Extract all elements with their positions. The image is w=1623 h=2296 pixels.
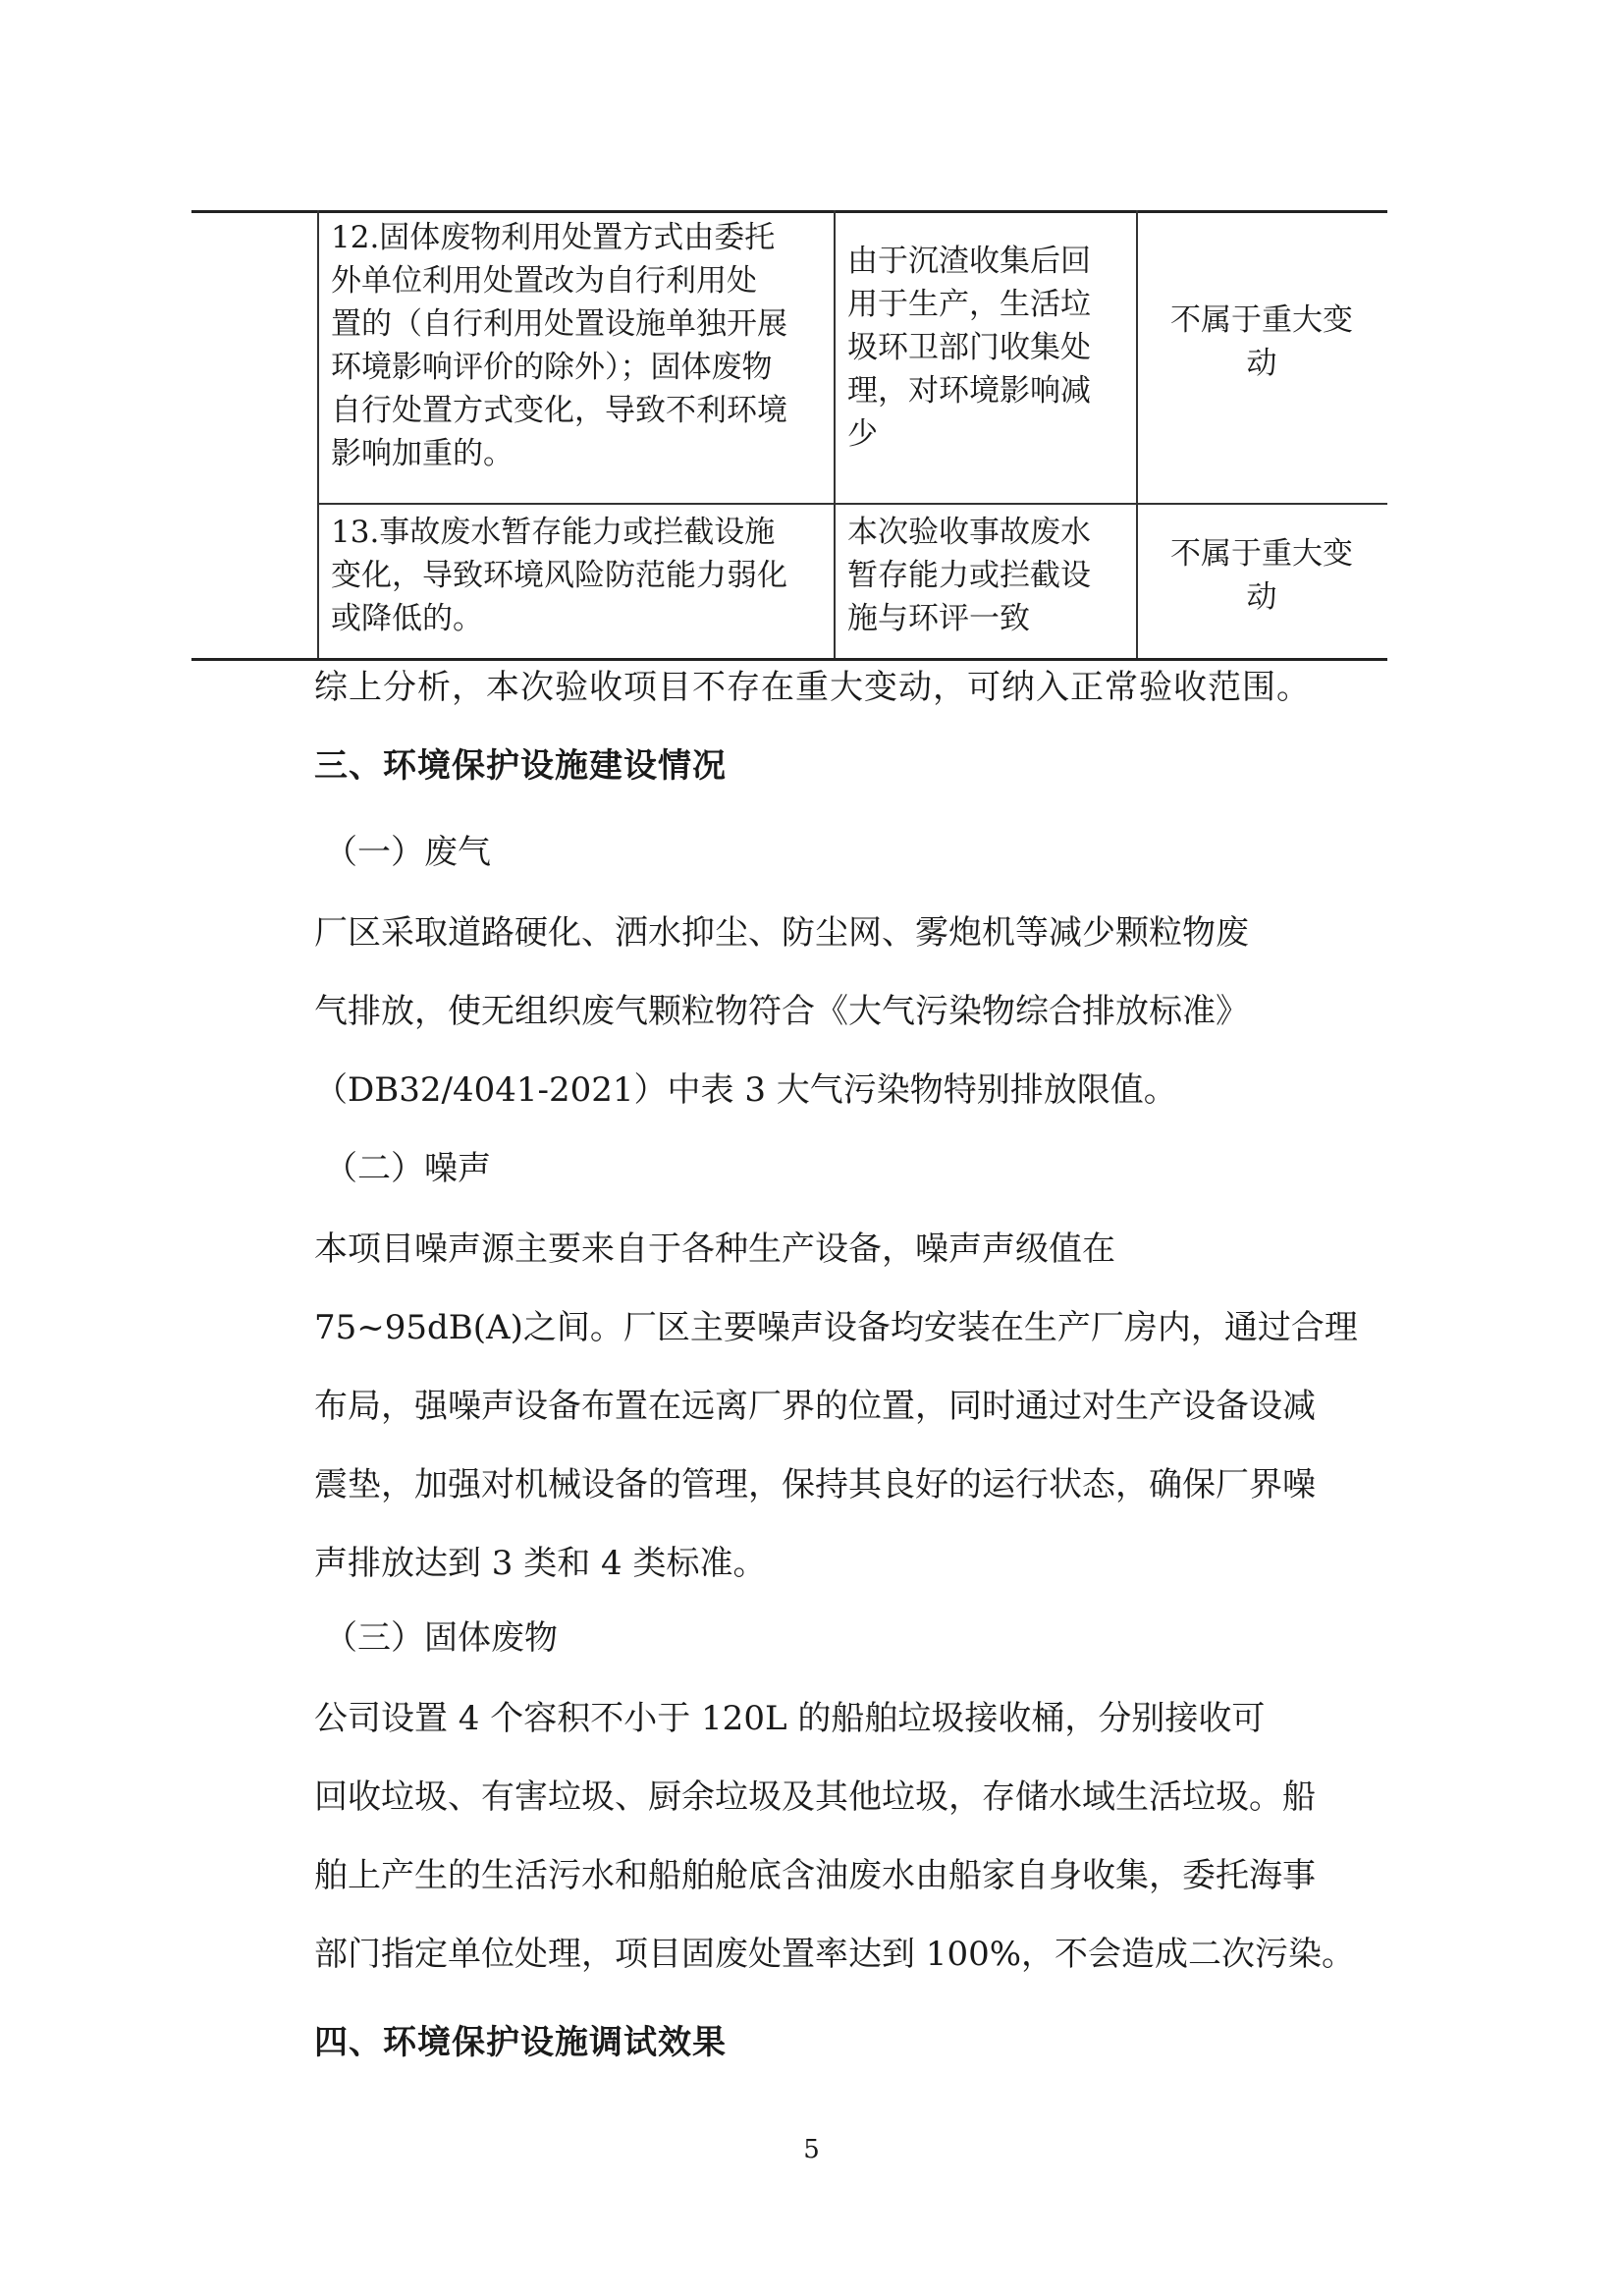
table-row-13-situation <box>847 511 1132 640</box>
paragraph-line: 回收垃圾、有害垃圾、厨余垃圾及其他垃圾，存储水域生活垃圾。船 <box>314 1777 1316 1817</box>
paragraph-line: （DB32/4041-2021）中表 3 大气污染物特别排放限值。 <box>314 1070 1177 1110</box>
waste-gas-subheading: （一）废气 <box>324 833 491 872</box>
solid-waste-paragraph <box>314 1679 1375 1994</box>
noise-paragraph <box>314 1210 1375 1603</box>
paragraph-line: 舶上产生的生活污水和船舶舱底含油废水由船家自身收集，委托海事 <box>314 1856 1316 1895</box>
paragraph-line: 本项目噪声源主要来自于各种生产设备，噪声声级值在 <box>314 1230 1115 1269</box>
table-cell-text: 不属于重大变 动 <box>1170 536 1353 615</box>
table-cell-text: 由于沉渣收集后回 用于生产，生活垃 圾环卫部门收集处 理，对环境影响减 少 <box>847 244 1091 452</box>
section-4-heading: 四、环境保护设施调试效果 <box>314 2023 727 2062</box>
paragraph-line: 部门指定单位处理，项目固废处置率达到 100%，不会造成二次污染。 <box>314 1935 1356 1974</box>
solid-waste-subheading: （三）固体废物 <box>324 1618 558 1658</box>
table-cell-text: 13.事故废水暂存能力或拦截设施 变化，导致环境风险防范能力弱化 或降低的。 <box>331 515 787 636</box>
table-cell-text: 12.固体废物利用处置方式由委托 外单位利用处置改为自行利用处 置的（自行利用处置设施单独开展 环境影响评价的除外）；固体废物 自行处置方式变化，导致不利环境 影响加重的。 <box>331 220 787 471</box>
table-row-12-situation <box>847 240 1132 456</box>
table-cell-text: 本次验收事故废水 暂存能力或拦截设 施与环评一致 <box>847 515 1091 636</box>
table-row-13-item <box>331 511 822 640</box>
table-col-divider <box>317 210 319 658</box>
table-top-rule <box>191 210 1387 213</box>
paragraph-line: 声排放达到 3 类和 4 类标准。 <box>314 1544 767 1583</box>
table-col-divider <box>834 210 836 658</box>
table-row-divider <box>317 503 1387 505</box>
noise-subheading: （二）噪声 <box>324 1149 491 1188</box>
table-cell-text: 不属于重大变 动 <box>1170 302 1353 381</box>
table-row-12-item <box>331 216 822 475</box>
paragraph-line: 75~95dB(A)之间。厂区主要噪声设备均安装在生产厂房内，通过合理 <box>314 1308 1358 1347</box>
summary-paragraph: 综上分析，本次验收项目不存在重大变动，可纳入正常验收范围。 <box>314 668 1311 707</box>
paragraph-line: 震垫，加强对机械设备的管理，保持其良好的运行状态，确保厂界噪 <box>314 1465 1316 1504</box>
waste-gas-paragraph <box>314 894 1375 1129</box>
paragraph-line: 布局，强噪声设备布置在远离厂界的位置，同时通过对生产设备设减 <box>314 1387 1316 1426</box>
section-3-heading: 三、环境保护设施建设情况 <box>314 746 727 786</box>
paragraph-line: 厂区采取道路硬化、洒水抑尘、防尘网、雾炮机等减少颗粒物废 <box>314 913 1249 953</box>
paragraph-line: 公司设置 4 个容积不小于 120L 的船舶垃圾接收桶，分别接收可 <box>314 1699 1266 1738</box>
page-number: 5 <box>803 2135 820 2164</box>
table-row-13-conclusion <box>1136 532 1387 619</box>
table-row-12-conclusion <box>1136 299 1387 385</box>
paragraph-line: 气排放，使无组织废气颗粒物符合《大气污染物综合排放标准》 <box>314 992 1249 1031</box>
